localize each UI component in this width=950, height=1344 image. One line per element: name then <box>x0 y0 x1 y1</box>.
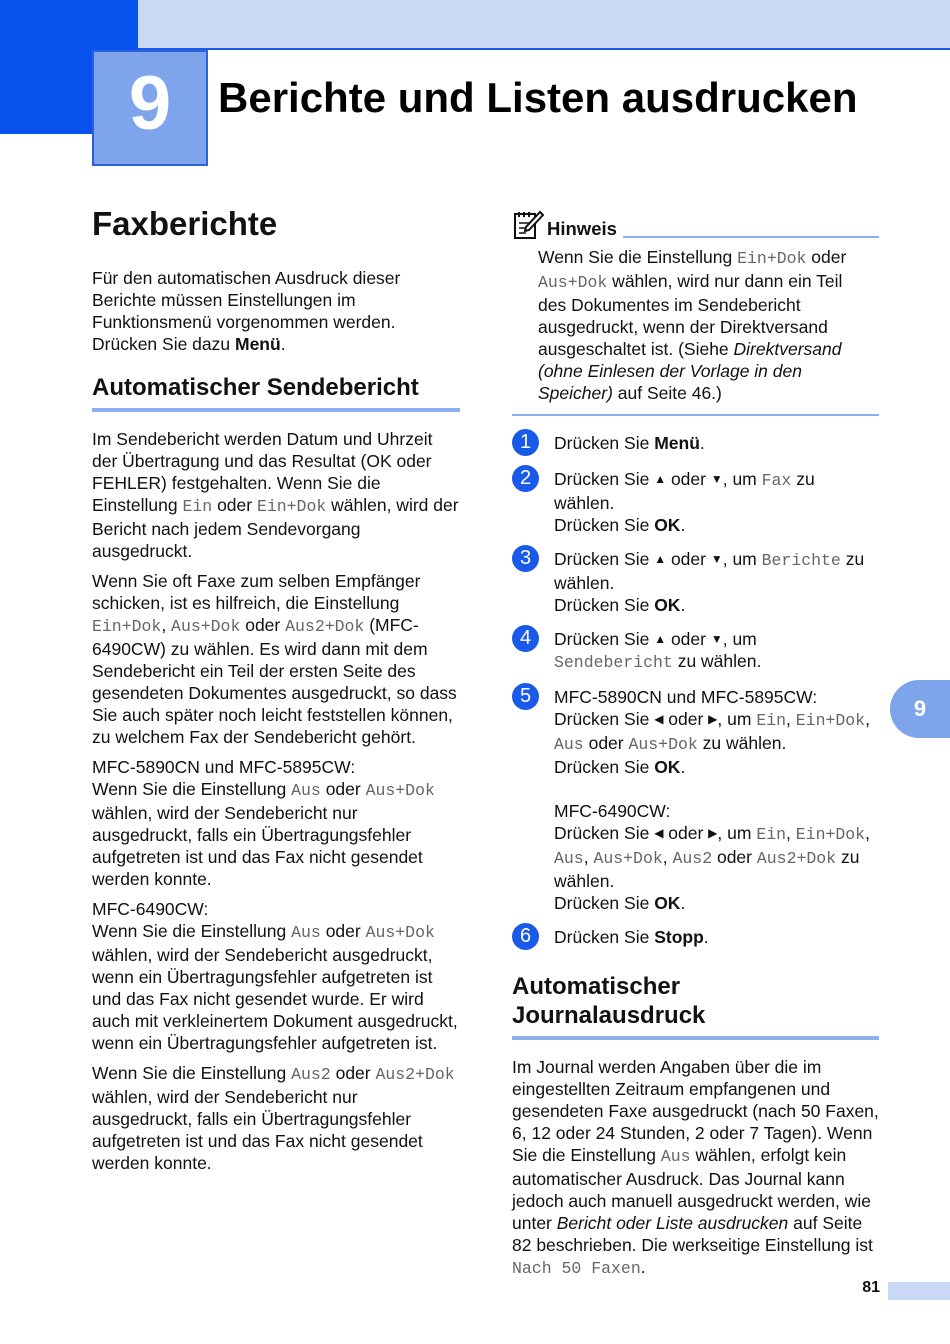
step-number: 6 <box>512 923 539 950</box>
step-text: Drücken Sie ▲ oder ▼, um Fax zu wählen. Drücken Sie OK. <box>554 469 815 535</box>
header-band <box>138 0 950 48</box>
note-pencil-icon <box>512 208 544 240</box>
subheading-sendebericht: Automatischer Sendebericht <box>92 373 460 412</box>
step-text: Drücken Sie Stopp. <box>554 927 709 947</box>
paragraph-1: Im Sendebericht werden Datum und Uhrzeit der Übertragung und das Resultat (OK oder FEHLER) festgehalten. Wenn Sie die Einstellung Ein oder Ein+Dok wählen, wird der Bericht nach jedem Sendevorgang ausgedruckt. <box>92 429 459 561</box>
step-text: MFC-5890CN und MFC-5895CW: Drücken Sie ◀ oder ▶, um Ein, Ein+Dok, Aus oder Aus+Dok zu wählen. Drücken Sie OK. MFC-6490CW: Drücken Sie ◀ oder ▶, um Ein, Ein+Dok, Aus, Aus+Dok, Aus2 oder Aus2+Dok zu wählen. Drücken Sie OK. <box>554 687 870 913</box>
step-text: Drücken Sie Menü. <box>554 433 705 453</box>
footer-bar <box>888 1282 950 1300</box>
step-2 <box>512 468 879 536</box>
step-3 <box>512 548 879 616</box>
step-5 <box>512 686 879 914</box>
right-column <box>512 212 879 1288</box>
step-number: 1 <box>512 429 539 456</box>
page-number: 81 <box>862 1279 880 1296</box>
subheading-journal: Automatischer Journalausdruck <box>512 972 879 1040</box>
step-6 <box>512 926 879 950</box>
step-text: Drücken Sie ▲ oder ▼, um Sendebericht zu wählen. <box>554 629 762 672</box>
intro-paragraph: Für den automatischen Ausdruck dieser Berichte müssen Einstellungen im Funktionsmenü vorgenommen werden. Drücken Sie dazu Menü. <box>92 268 401 354</box>
section-heading: Faxberichte <box>92 205 278 242</box>
note-label: Hinweis <box>547 218 617 239</box>
note-text: Wenn Sie die Einstellung Ein+Dok oder Aus+Dok wählen, wird nur dann ein Teil des Dokumentes im Sendebericht ausgedruckt, wenn der Direktversand ausgeschaltet ist. (Siehe Direktversand (ohne Einlesen der Vorlage in den Speicher) auf Seite 46.) <box>538 247 847 403</box>
step-number: 3 <box>512 545 539 572</box>
paragraph-2: Wenn Sie oft Faxe zum selben Empfänger schicken, ist es hilfreich, die Einstellung Ein+Dok, Aus+Dok oder Aus2+Dok (MFC-6490CW) zu wählen. Es wird dann mit dem Sendebericht ein Teil der ersten Seite des gesendeten Dokumentes ausgedruckt, so dass Sie auch später noch leicht feststellen können, zu welchem Fax der Sendebericht gehört. <box>92 571 457 747</box>
chapter-title: Berichte und Listen ausdrucken <box>218 74 858 121</box>
paragraph-4: MFC-6490CW: Wenn Sie die Einstellung Aus oder Aus+Dok wählen, wird der Sendebericht ausgedruckt, wenn ein Übertragungsfehler aufgetreten ist und das Fax nicht gesendet wurde. Er wird auch mit verkleinertem Dokument ausgedruckt, wenn ein Übertragungsfehler aufgetreten ist. <box>92 899 458 1053</box>
step-1 <box>512 432 879 456</box>
header-rule <box>138 48 950 50</box>
step-number: 2 <box>512 465 539 492</box>
steps-list <box>512 432 879 950</box>
step-number: 5 <box>512 683 539 710</box>
left-column <box>92 205 460 1182</box>
step-text: Drücken Sie ▲ oder ▼, um Berichte zu wählen. Drücken Sie OK. <box>554 549 865 615</box>
note-header <box>512 208 623 240</box>
paragraph-5: Wenn Sie die Einstellung Aus2 oder Aus2+Dok wählen, wird der Sendebericht nur ausgedruckt, falls ein Übertragungsfehler aufgetreten ist und das Fax nicht gesendet werden konnte. <box>92 1063 455 1173</box>
note-box <box>512 218 879 416</box>
journal-paragraph: Im Journal werden Angaben über die im eingestellten Zeitraum empfangenen und gesendeten Faxe ausgedruckt (nach 50 Faxen, 6, 12 oder 24 Stunden, 2 oder 7 Tagen). Wenn Sie die Einstellung Aus wählen, erfolgt kein automatischer Ausdruck. Das Journal kann jedoch auch manuell ausgedruckt werden, wie unter Bericht oder Liste ausdrucken auf Seite 82 beschrieben. Die werkseitige Einstellung ist Nach 50 Faxen. <box>512 1057 879 1278</box>
paragraph-3: MFC-5890CN und MFC-5895CW: Wenn Sie die Einstellung Aus oder Aus+Dok wählen, wird der Sendebericht nur ausgedruckt, falls ein Übertragungsfehler aufgetreten ist und das Fax nicht gesendet werden konnte. <box>92 757 435 889</box>
step-number: 4 <box>512 625 539 652</box>
step-4 <box>512 628 879 674</box>
chapter-side-tab: 9 <box>890 680 950 738</box>
chapter-number: 9 <box>128 61 172 146</box>
